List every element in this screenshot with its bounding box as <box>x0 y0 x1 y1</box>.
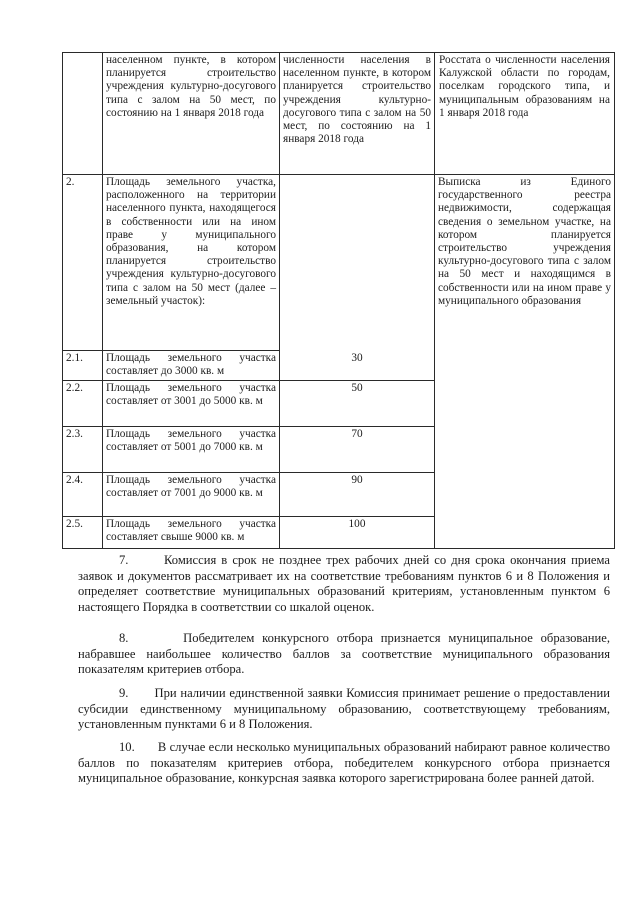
row-number: 2.5. <box>63 517 103 549</box>
row-number: 2.1. <box>63 351 103 381</box>
score-value: 50 <box>280 381 435 427</box>
criterion-text: Площадь земельного участка составляет до 3000 кв. м <box>103 351 280 381</box>
paragraph-text: Комиссия в срок не позднее трех рабочих дней со дня срока окончания приема заявок и документов рассматривает их на соответствие требованиям пунктов 6 и 8 Положения и определяет соответствие муниципальных образований критериям, установленным пунктом 6 настоящего Порядка в соответствии со шкалой оценок. <box>78 553 610 614</box>
paragraph-number: 10. <box>119 740 135 754</box>
table-row <box>63 175 615 351</box>
source-text: Росстата о численности населения Калужской области по городам, поселкам городского типа, и муниципальным образованиям на 1 января 2018 года <box>435 53 615 175</box>
source-text: Выписка из Единого государственного реестра недвижимости, содержащая сведения о земельном участке, на котором планируется строительство учреждения культурно-досугового типа с залом на 50 мест и находящимся в собственности или на ином праве у муниципального образования <box>435 175 615 549</box>
criterion-text: Площадь земельного участка составляет от 7001 до 9000 кв. м <box>103 473 280 517</box>
paragraph-text: В случае если несколько муниципальных образований набирают равное количество баллов по показателям критериев отбора, победителем конкурсного отбора признается муниципальное образование, конкурсная заявка которого зарегистрирована более ранней датой. <box>78 740 610 785</box>
paragraph-number: 9. <box>119 686 129 700</box>
paragraph-number: 7. <box>119 553 129 567</box>
paragraph-text: При наличии единственной заявки Комиссия принимает решение о предоставлении субсидии единственному муниципальному образованию, соответствующему требованиям, установленным пунктами 6 и 8 Положения. <box>78 686 610 731</box>
row-number: 2.4. <box>63 473 103 517</box>
score-value: 30 <box>280 351 435 381</box>
paragraph-number: 8. <box>119 631 129 645</box>
score-value: 90 <box>280 473 435 517</box>
criterion-text: Площадь земельного участка составляет от 3001 до 5000 кв. м <box>103 381 280 427</box>
empty-cell <box>280 175 435 351</box>
criterion-text: населенном пункте, в котором планируется строительство учреждения культурно-досугового типа с залом на 50 мест, по состоянию на 1 января 2018 года <box>103 53 280 175</box>
row-number: 2. <box>63 175 103 351</box>
table-row <box>63 53 615 175</box>
paragraph-8 <box>78 631 610 678</box>
row-number <box>63 53 103 175</box>
paragraph-9 <box>78 686 610 733</box>
criterion-text: Площадь земельного участка, расположенного на территории населенного пункта, находящегося в собственности или на ином праве у муниципального образования, на котором планируется строительство учреждения культурно-досугового типа с залом на 50 мест (далее – земельный участок): <box>103 175 280 351</box>
score-value: 100 <box>280 517 435 549</box>
criterion-text: Площадь земельного участка составляет свыше 9000 кв. м <box>103 517 280 549</box>
row-number: 2.2. <box>63 381 103 427</box>
paragraph-text: Победителем конкурсного отбора признается муниципальное образование, набравшее наибольшее количество баллов за соответствие муниципального образования показателям критериев отбора. <box>78 631 610 676</box>
score-value: 70 <box>280 427 435 473</box>
row-number: 2.3. <box>63 427 103 473</box>
paragraph-10 <box>78 740 610 787</box>
criterion-text: Площадь земельного участка составляет от 5001 до 7000 кв. м <box>103 427 280 473</box>
criteria-table <box>62 52 615 549</box>
unit-text: численности населения в населенном пункте, в котором планируется строительство учреждения культурно-досугового типа с залом на 50 мест, по состоянию на 1 января 2018 года <box>280 53 435 175</box>
paragraph-7 <box>78 553 610 615</box>
